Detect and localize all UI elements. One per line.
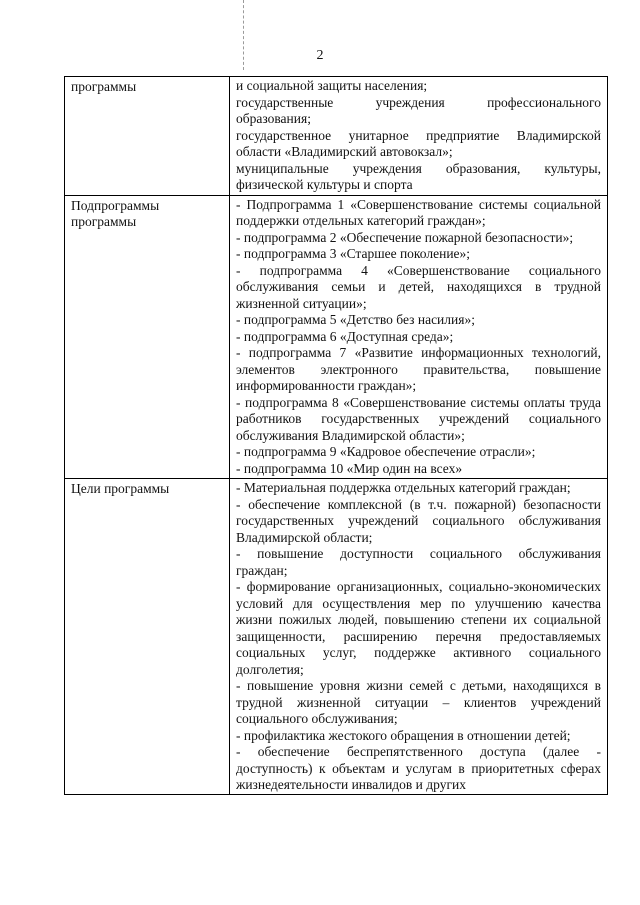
program-passport-table: [64, 76, 608, 795]
list-item: государственные учреждения профессионального образования;: [236, 94, 601, 126]
table-row-goals: [65, 479, 608, 795]
list-item: - обеспечение беспрепятственного доступа (далее - доступность) к объектам и услугам в приоритетных сферах жизнедеятельности инвалидов и других: [236, 744, 601, 792]
list-item: и социальной защиты населения;: [236, 78, 428, 93]
row-content: [230, 479, 608, 795]
list-item: - подпрограмма 8 «Совершенствование системы оплаты труда работников государственных учреждений социального обслуживания Владимирской области»;: [236, 394, 601, 443]
list-item: государственное унитарное предприятие Владимирской области «Владимирский автовокзал»;: [236, 127, 601, 159]
list-item: - подпрограмма 9 «Кадровое обеспечение отрасли»;: [236, 444, 536, 459]
row-content-clip: [236, 480, 601, 793]
list-item: - подпрограмма 5 «Детство без насилия»;: [236, 312, 475, 327]
list-item: - подпрограмма 2 «Обеспечение пожарной безопасности»;: [236, 229, 574, 245]
row-label: [65, 77, 230, 196]
list-item: муниципальные учреждения образования, культуры, физической культуры и спорта: [236, 160, 601, 192]
row-content: [230, 195, 608, 479]
page-number: 2: [316, 48, 324, 63]
scan-artifact-line: [243, 0, 244, 70]
row-label: [65, 195, 230, 479]
list-item: - повышение доступности социального обслуживания граждан;: [236, 546, 601, 578]
row-label-line: программы: [71, 79, 137, 94]
row-label: [65, 479, 230, 795]
list-item: - подпрограмма 3 «Старшее поколение»;: [236, 246, 471, 261]
list-item: - подпрограмма 7 «Развитие информационных технологий, элементов электронного правительства, повышение информированности граждан»;: [236, 345, 601, 393]
row-label-line: Подпрограммы: [71, 197, 160, 213]
table-row-executors: [65, 77, 608, 196]
row-content: [230, 77, 608, 196]
list-item: - повышение уровня жизни семей с детьми, находящихся в трудной жизненной ситуации – клиентов учреждений социального обслуживания;: [236, 678, 601, 726]
list-item: - Материальная поддержка отдельных категорий граждан;: [236, 480, 571, 495]
list-item: - профилактика жестокого обращения в отношении детей;: [236, 727, 571, 743]
list-item: - формирование организационных, социально-экономических условий для осуществления мер по улучшению качества жизни пожилых людей, повышению степени их социальной защищенности, расширению перечня предоставляемых социальных услуг, поддержке активного социального долголетия;: [236, 579, 601, 677]
list-item: - подпрограмма 10 «Мир один на всех»: [236, 460, 463, 476]
list-item: - подпрограмма 6 «Доступная среда»;: [236, 328, 454, 344]
row-label-line: программы: [71, 214, 137, 229]
list-item: - Подпрограмма 1 «Совершенствование системы социальной поддержки отдельных категорий граждан»;: [236, 196, 601, 228]
list-item: - обеспечение комплексной (в т.ч. пожарной) безопасности государственных учреждений социального обслуживания Владимирской области;: [236, 496, 601, 545]
row-label-line: Цели программы: [71, 481, 170, 496]
table-row-subprograms: [65, 195, 608, 479]
list-item: - подпрограмма 4 «Совершенствование социального обслуживания семьи и детей, находящихся в трудной жизненной ситуации»;: [236, 262, 601, 311]
